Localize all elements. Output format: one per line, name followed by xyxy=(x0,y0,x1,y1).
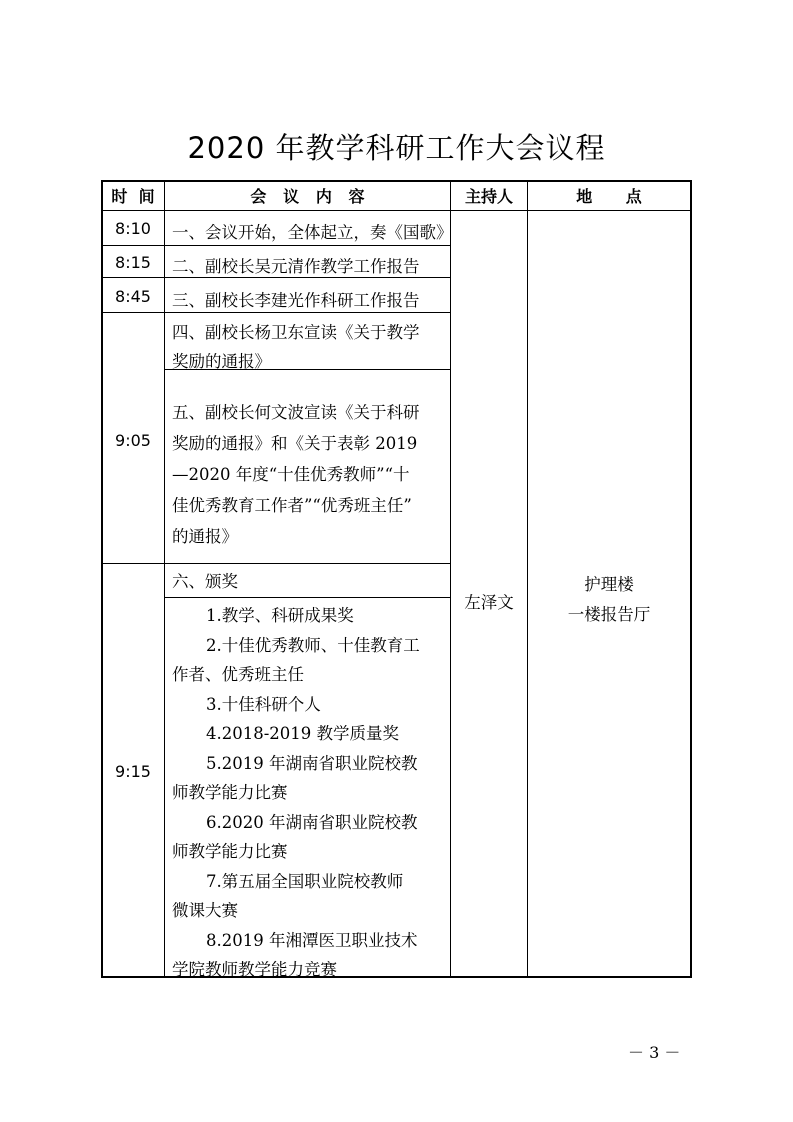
header-place: 地 点 xyxy=(576,187,642,206)
row-divider xyxy=(164,597,450,598)
header-content: 会 议 内 容 xyxy=(250,187,365,206)
row-content: 一、会议开始，全体起立，奏《国歌》 xyxy=(172,223,453,242)
list-item: 3.十佳科研个人 xyxy=(206,694,321,714)
list-item: 4.2018-2019 教学质量奖 xyxy=(206,724,400,743)
list-item: 5.2019 年湖南省职业院校教 xyxy=(206,753,418,773)
row-time: 8:10 xyxy=(115,219,151,238)
list-item: 6.2020 年湖南省职业院校教 xyxy=(206,812,418,832)
row-time: 8:45 xyxy=(115,287,151,306)
place-room: 一楼报告厅 xyxy=(567,605,651,624)
host-name: 左泽文 xyxy=(464,593,514,612)
list-item: 7.第五届全国职业院校教师 xyxy=(206,871,404,891)
list-item: 8.2019 年湘潭医卫职业技术 xyxy=(206,930,418,950)
place-building: 护理楼 xyxy=(584,575,634,594)
row-content: 二、副校长吴元清作教学工作报告 xyxy=(172,257,420,276)
header-time: 时 间 xyxy=(111,187,155,206)
row-content-item-4 xyxy=(172,318,452,376)
row-divider xyxy=(101,563,450,564)
list-item: 2.十佳优秀教师、十佳教育工 xyxy=(206,635,420,655)
list-item: 学院教师教学能力竞赛 xyxy=(172,960,337,979)
row-time: 9:15 xyxy=(115,762,151,781)
awards-heading: 六、颁奖 xyxy=(172,572,238,591)
awards-list xyxy=(172,601,452,985)
table-border-right xyxy=(690,180,692,978)
row-divider xyxy=(101,245,450,246)
page-number: － 3 － xyxy=(628,1043,681,1062)
content-line: —2020 年度“十佳优秀教师”“十 xyxy=(172,465,410,484)
column-divider xyxy=(164,180,165,978)
header-host: 主持人 xyxy=(464,187,513,206)
list-item: 师教学能力比赛 xyxy=(172,842,288,861)
table-border-top xyxy=(101,180,692,182)
content-line: 的通报》 xyxy=(172,527,238,546)
content-line: 佳优秀教育工作者”“优秀班主任” xyxy=(172,496,412,515)
row-time: 8:15 xyxy=(115,253,151,272)
row-content-item-5 xyxy=(172,397,452,552)
row-divider xyxy=(101,312,450,313)
list-item: 师教学能力比赛 xyxy=(172,783,288,802)
row-divider xyxy=(101,277,450,278)
content-line: 奖励的通报》和《关于表彰 2019 xyxy=(172,434,418,453)
list-item: 微课大赛 xyxy=(172,901,238,920)
content-line: 五、副校长何文波宣读《关于科研 xyxy=(172,403,420,422)
header-divider xyxy=(101,210,692,211)
list-item: 作者、优秀班主任 xyxy=(172,665,304,684)
row-time: 9:05 xyxy=(115,431,151,450)
row-content: 三、副校长李建光作科研工作报告 xyxy=(172,291,420,310)
page-title: 2020 年教学科研工作大会议程 xyxy=(187,131,606,165)
list-item: 1.教学、科研成果奖 xyxy=(206,606,354,625)
content-line: 奖励的通报》 xyxy=(172,352,271,371)
content-line: 四、副校长杨卫东宣读《关于教学 xyxy=(172,323,420,342)
